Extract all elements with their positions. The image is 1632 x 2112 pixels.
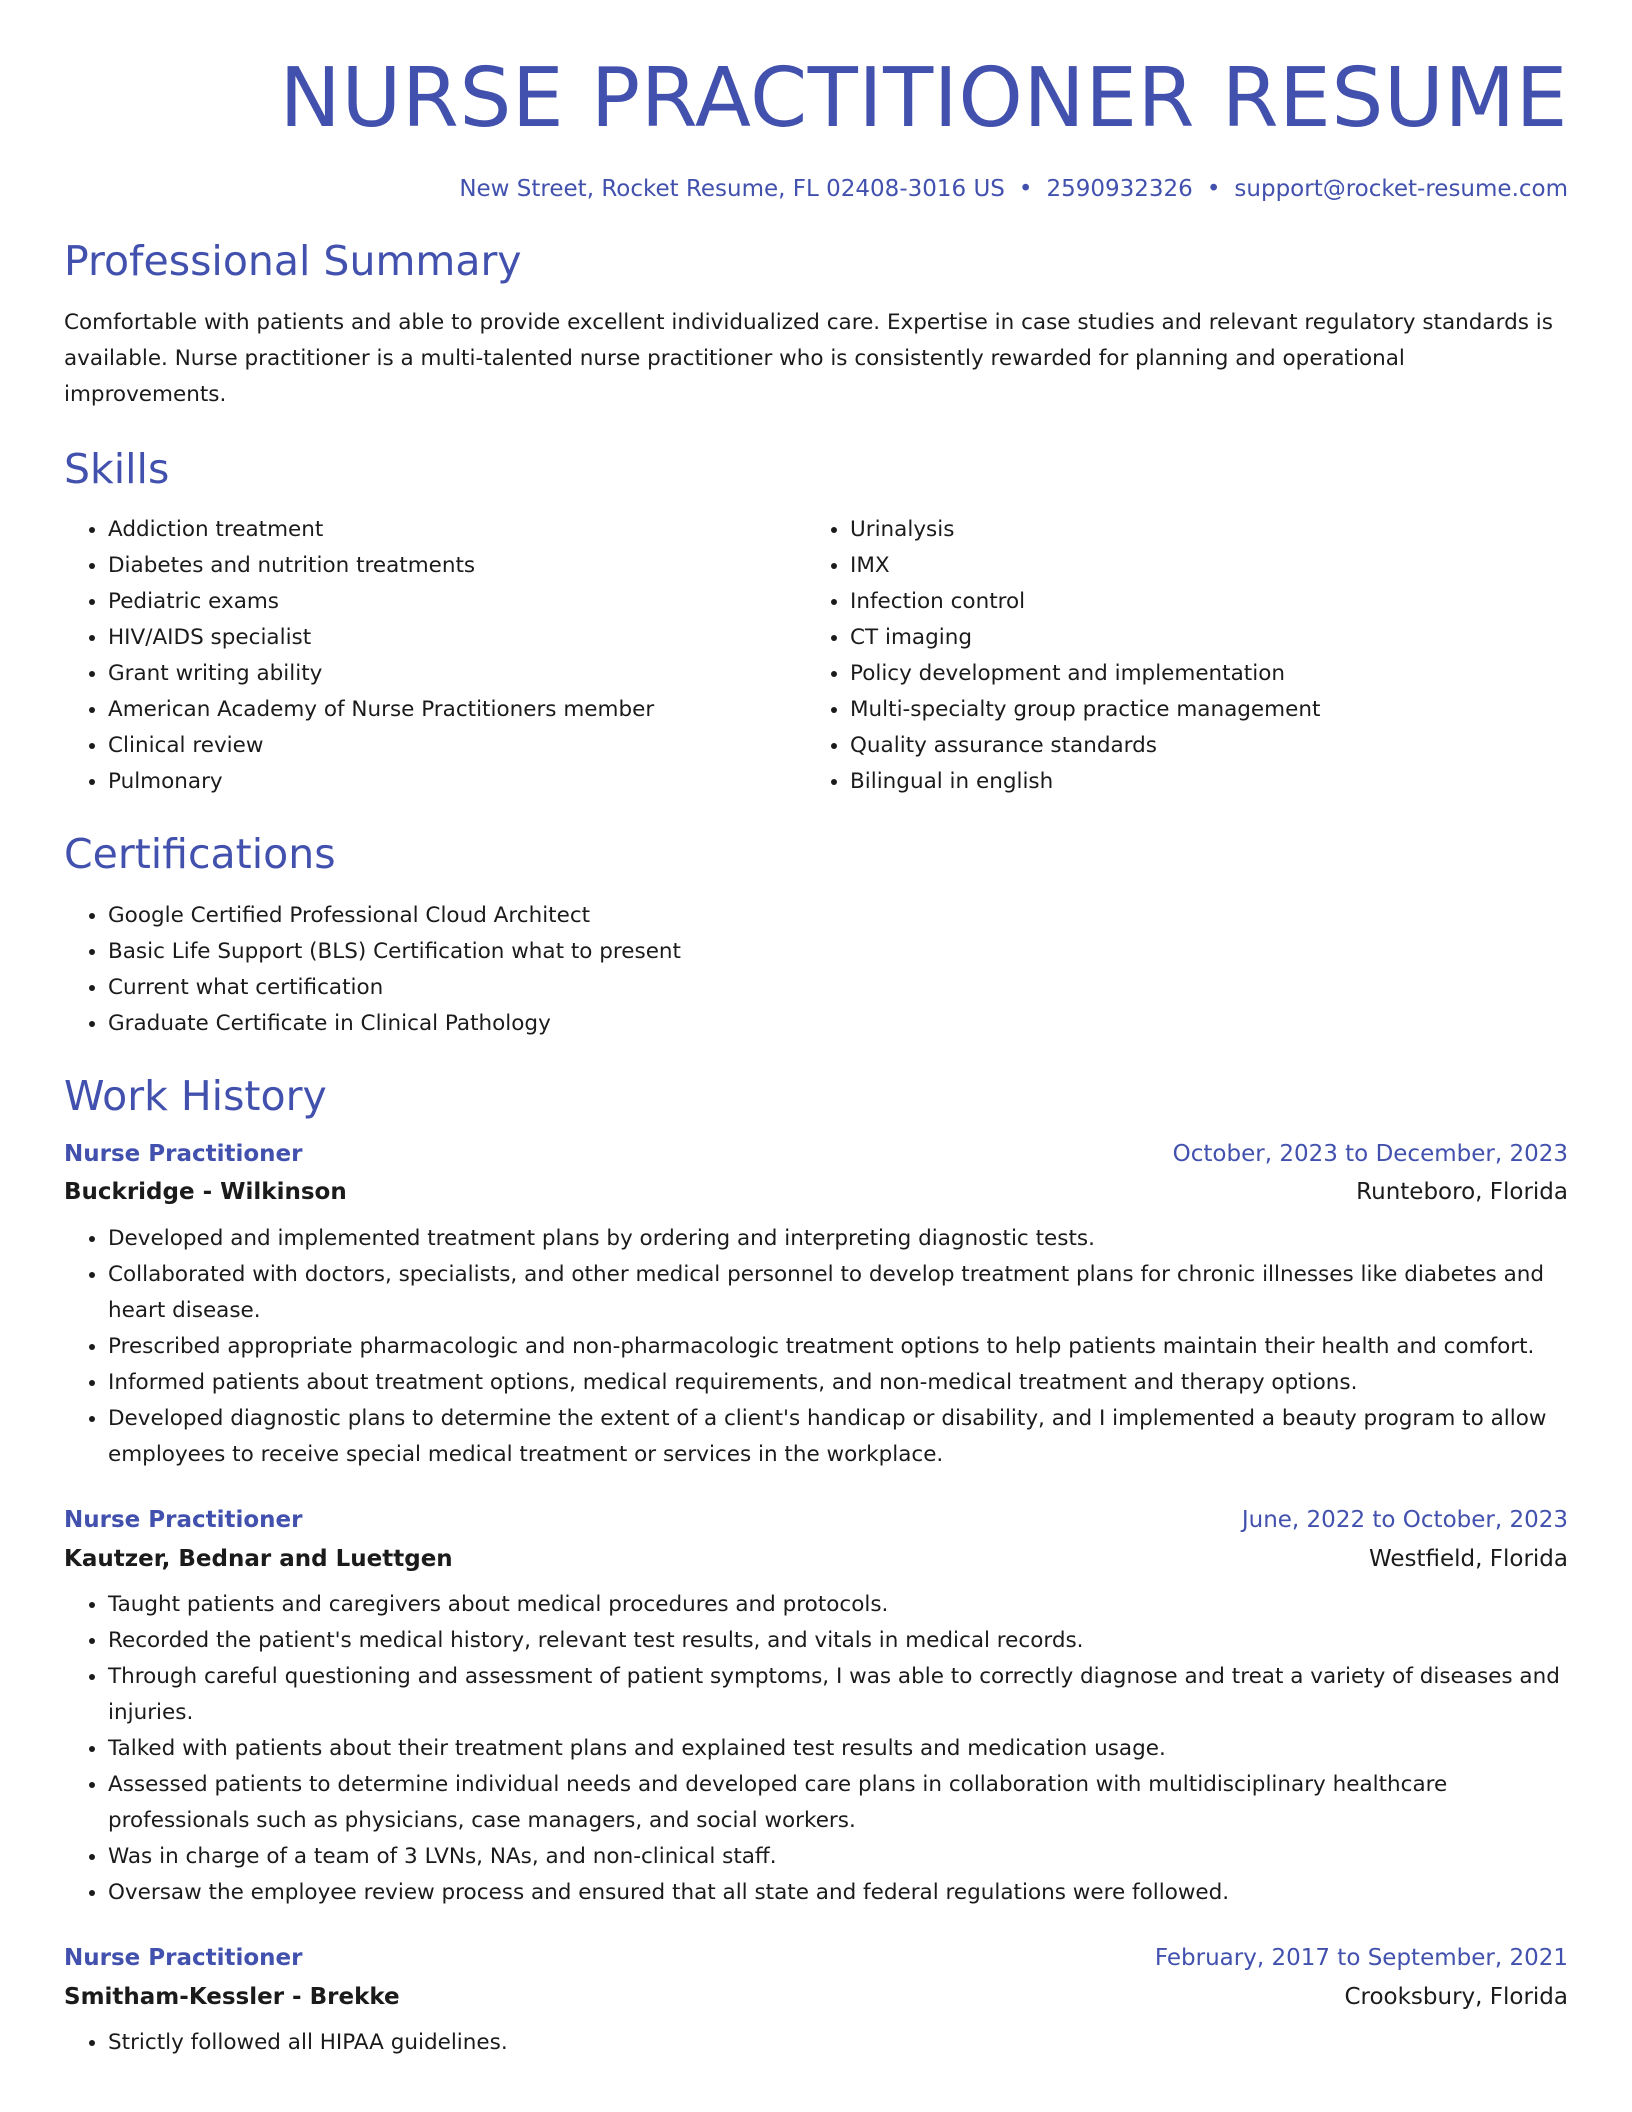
list-item: • Talked with patients about their treatment plans and explained test results and medication usage. bbox=[108, 1731, 1568, 1767]
list-item: • Oversaw the employee review process and ensured that all state and federal regulations were followed. bbox=[108, 1875, 1568, 1911]
certifications-heading: Certifications bbox=[64, 830, 336, 879]
list-item: • Recorded the patient's medical history, relevant test results, and vitals in medical records. bbox=[108, 1623, 1568, 1659]
page-title: NURSE PRACTITIONER RESUME bbox=[279, 51, 1568, 146]
skills-section bbox=[64, 445, 1568, 800]
skills-column-right bbox=[806, 512, 1548, 800]
list-item: • Assessed patients to determine individual needs and developed care plans in collaboration with multidisciplinary healthcare professionals such as physicians, case managers, and social workers. bbox=[108, 1767, 1568, 1839]
list-item: • Current what certification bbox=[108, 970, 1568, 1006]
list-item: • IMX bbox=[850, 548, 1548, 584]
list-item: • Addiction treatment bbox=[108, 512, 806, 548]
list-item: • Graduate Certificate in Clinical Pathology bbox=[108, 1006, 1568, 1042]
list-item: • Pediatric exams bbox=[108, 584, 806, 620]
list-item: • Pulmonary bbox=[108, 764, 806, 800]
list-item: • Informed patients about treatment options, medical requirements, and non-medical treatment and therapy options. bbox=[108, 1365, 1568, 1401]
job-company-row bbox=[64, 1179, 1568, 1207]
list-item: • Infection control bbox=[850, 584, 1548, 620]
job-bullets bbox=[64, 1221, 1568, 1473]
job-location: Crooksbury, Florida bbox=[1344, 1983, 1568, 2010]
list-item: • Quality assurance standards bbox=[850, 728, 1548, 764]
contact-separator: • bbox=[1206, 176, 1221, 203]
skills-list-left bbox=[64, 512, 806, 800]
contact-email[interactable]: support@rocket-resume.com bbox=[1234, 176, 1568, 203]
job-company-row bbox=[64, 1984, 1568, 2012]
skills-list-right bbox=[806, 512, 1548, 800]
job-entry bbox=[64, 1507, 1568, 1911]
job-header-row bbox=[64, 1945, 1568, 1973]
contact-line bbox=[64, 176, 1568, 204]
job-location: Runteboro, Florida bbox=[1356, 1179, 1568, 1206]
list-item: • Developed and implemented treatment plans by ordering and interpreting diagnostic tests. bbox=[108, 1221, 1568, 1257]
list-item: • Taught patients and caregivers about medical procedures and protocols. bbox=[108, 1587, 1568, 1623]
job-entry bbox=[64, 1945, 1568, 2061]
job-location: Westfield, Florida bbox=[1368, 1545, 1568, 1572]
job-header-row bbox=[64, 1141, 1568, 1169]
list-item: • Policy development and implementation bbox=[850, 656, 1548, 692]
summary-text: Comfortable with patients and able to provide excellent individualized care. Expertise in case studies and relevant regulatory standards is available. Nurse practitioner is a multi-talented nurse practitioner who is consistently rewarded for planning and operational improvements. bbox=[64, 310, 1553, 408]
job-dates: June, 2022 to October, 2023 bbox=[1241, 1506, 1568, 1533]
work-history-section bbox=[64, 1072, 1568, 2062]
list-item: • Was in charge of a team of 3 LVNs, NAs, and non-clinical staff. bbox=[108, 1839, 1568, 1875]
job-header-row bbox=[64, 1507, 1568, 1535]
contact-address: New Street, Rocket Resume, FL 02408-3016 US bbox=[459, 176, 1005, 203]
work-history-heading: Work History bbox=[64, 1071, 327, 1120]
list-item: • Bilingual in english bbox=[850, 764, 1548, 800]
contact-separator: • bbox=[1018, 176, 1033, 203]
skills-column-left bbox=[64, 512, 806, 800]
list-item: • Urinalysis bbox=[850, 512, 1548, 548]
list-item: • Clinical review bbox=[108, 728, 806, 764]
job-bullets bbox=[64, 2025, 1568, 2061]
list-item: • Developed diagnostic plans to determine the extent of a client's handicap or disability, and I implemented a beauty program to allow employees to receive special medical treatment or services in the workplace. bbox=[108, 1401, 1568, 1473]
skills-heading: Skills bbox=[64, 445, 170, 494]
list-item: • Strictly followed all HIPAA guidelines. bbox=[108, 2025, 1568, 2061]
summary-section bbox=[64, 237, 1568, 413]
list-item: • Multi-specialty group practice management bbox=[850, 692, 1548, 728]
job-title: Nurse Practitioner bbox=[64, 1140, 303, 1167]
certifications-list bbox=[64, 898, 1568, 1042]
job-company: Kautzer, Bednar and Luettgen bbox=[64, 1545, 453, 1572]
job-dates: February, 2017 to September, 2021 bbox=[1154, 1945, 1568, 1972]
list-item: • Diabetes and nutrition treatments bbox=[108, 548, 806, 584]
job-dates: October, 2023 to December, 2023 bbox=[1172, 1140, 1568, 1167]
contact-phone: 2590932326 bbox=[1046, 176, 1193, 203]
list-item: • Collaborated with doctors, specialists, and other medical personnel to develop treatment plans for chronic illnesses like diabetes and heart disease. bbox=[108, 1257, 1568, 1329]
list-item: • Basic Life Support (BLS) Certification what to present bbox=[108, 934, 1568, 970]
job-company: Smitham-Kessler - Brekke bbox=[64, 1983, 400, 2010]
list-item: • Through careful questioning and assessment of patient symptoms, I was able to correctly diagnose and treat a variety of diseases and injuries. bbox=[108, 1659, 1568, 1731]
list-item: • Prescribed appropriate pharmacologic and non-pharmacologic treatment options to help patients maintain their health and comfort. bbox=[108, 1329, 1568, 1365]
resume-header bbox=[64, 50, 1568, 204]
job-title: Nurse Practitioner bbox=[64, 1945, 303, 1972]
list-item: • Google Certified Professional Cloud Architect bbox=[108, 898, 1568, 934]
list-item: • American Academy of Nurse Practitioners member bbox=[108, 692, 806, 728]
job-company: Buckridge - Wilkinson bbox=[64, 1179, 347, 1206]
skills-grid bbox=[64, 512, 1568, 800]
job-title: Nurse Practitioner bbox=[64, 1506, 303, 1533]
list-item: • CT imaging bbox=[850, 620, 1548, 656]
summary-heading: Professional Summary bbox=[64, 236, 522, 285]
list-item: • HIV/AIDS specialist bbox=[108, 620, 806, 656]
job-bullets bbox=[64, 1587, 1568, 1911]
job-entry bbox=[64, 1141, 1568, 1473]
list-item: • Grant writing ability bbox=[108, 656, 806, 692]
job-company-row bbox=[64, 1546, 1568, 1574]
certifications-section bbox=[64, 830, 1568, 1041]
